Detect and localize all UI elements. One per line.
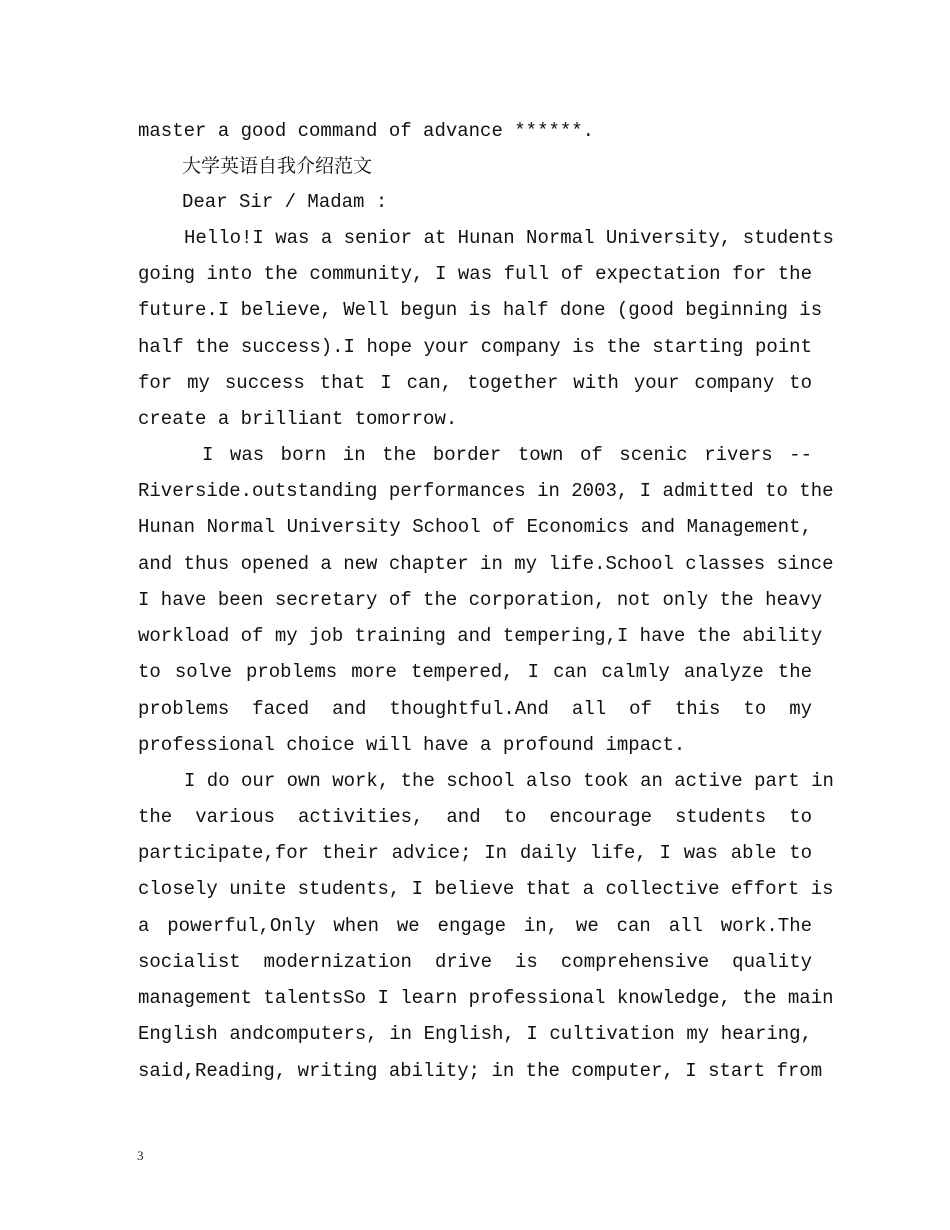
text-line: said,Reading, writing ability; in the computer, I start from (138, 1060, 823, 1082)
text-line: to solve problems more tempered, I can calmly analyze the (138, 661, 812, 683)
section-heading: 大学英语自我介绍范文 (182, 155, 373, 177)
text-line: professional choice will have a profound impact. (138, 734, 686, 756)
page-number: 3 (137, 1148, 144, 1163)
text-line: I have been secretary of the corporation, not only the heavy (138, 589, 823, 611)
text-line: problems faced and thoughtful.And all of this to my (138, 698, 812, 720)
text-line: Riverside.outstanding performances in 2003, I admitted to the (138, 480, 834, 502)
text-line: the various activities, and to encourage students to (138, 806, 812, 828)
text-line: master a good command of advance ******. (138, 120, 595, 142)
salutation: Dear Sir / Madam : (182, 191, 388, 213)
text-line: English andcomputers, in English, I cultivation my hearing, (138, 1023, 812, 1045)
text-line: Hello!I was a senior at Hunan Normal University, students (184, 227, 834, 249)
text-line: management talentsSo I learn professional knowledge, the main (138, 987, 834, 1009)
text-line: Hunan Normal University School of Economics and Management, (138, 516, 812, 538)
text-line: a powerful,Only when we engage in, we can all work.The (138, 915, 812, 937)
text-line: going into the community, I was full of expectation for the (138, 263, 812, 285)
text-line: future.I believe, Well begun is half done (good beginning is (138, 299, 823, 321)
text-line: I was born in the border town of scenic rivers -- (202, 444, 812, 466)
text-line: create a brilliant tomorrow. (138, 408, 458, 430)
text-line: half the success).I hope your company is the starting point (138, 336, 812, 358)
text-line: and thus opened a new chapter in my life.School classes since (138, 553, 834, 575)
text-line: closely unite students, I believe that a collective effort is (138, 878, 834, 900)
text-line: I do our own work, the school also took an active part in (184, 770, 834, 792)
text-line: participate,for their advice; In daily life, I was able to (138, 842, 812, 864)
text-line: socialist modernization drive is comprehensive quality (138, 951, 812, 973)
text-line: for my success that I can, together with your company to (138, 372, 812, 394)
text-line: workload of my job training and tempering,I have the ability (138, 625, 823, 647)
